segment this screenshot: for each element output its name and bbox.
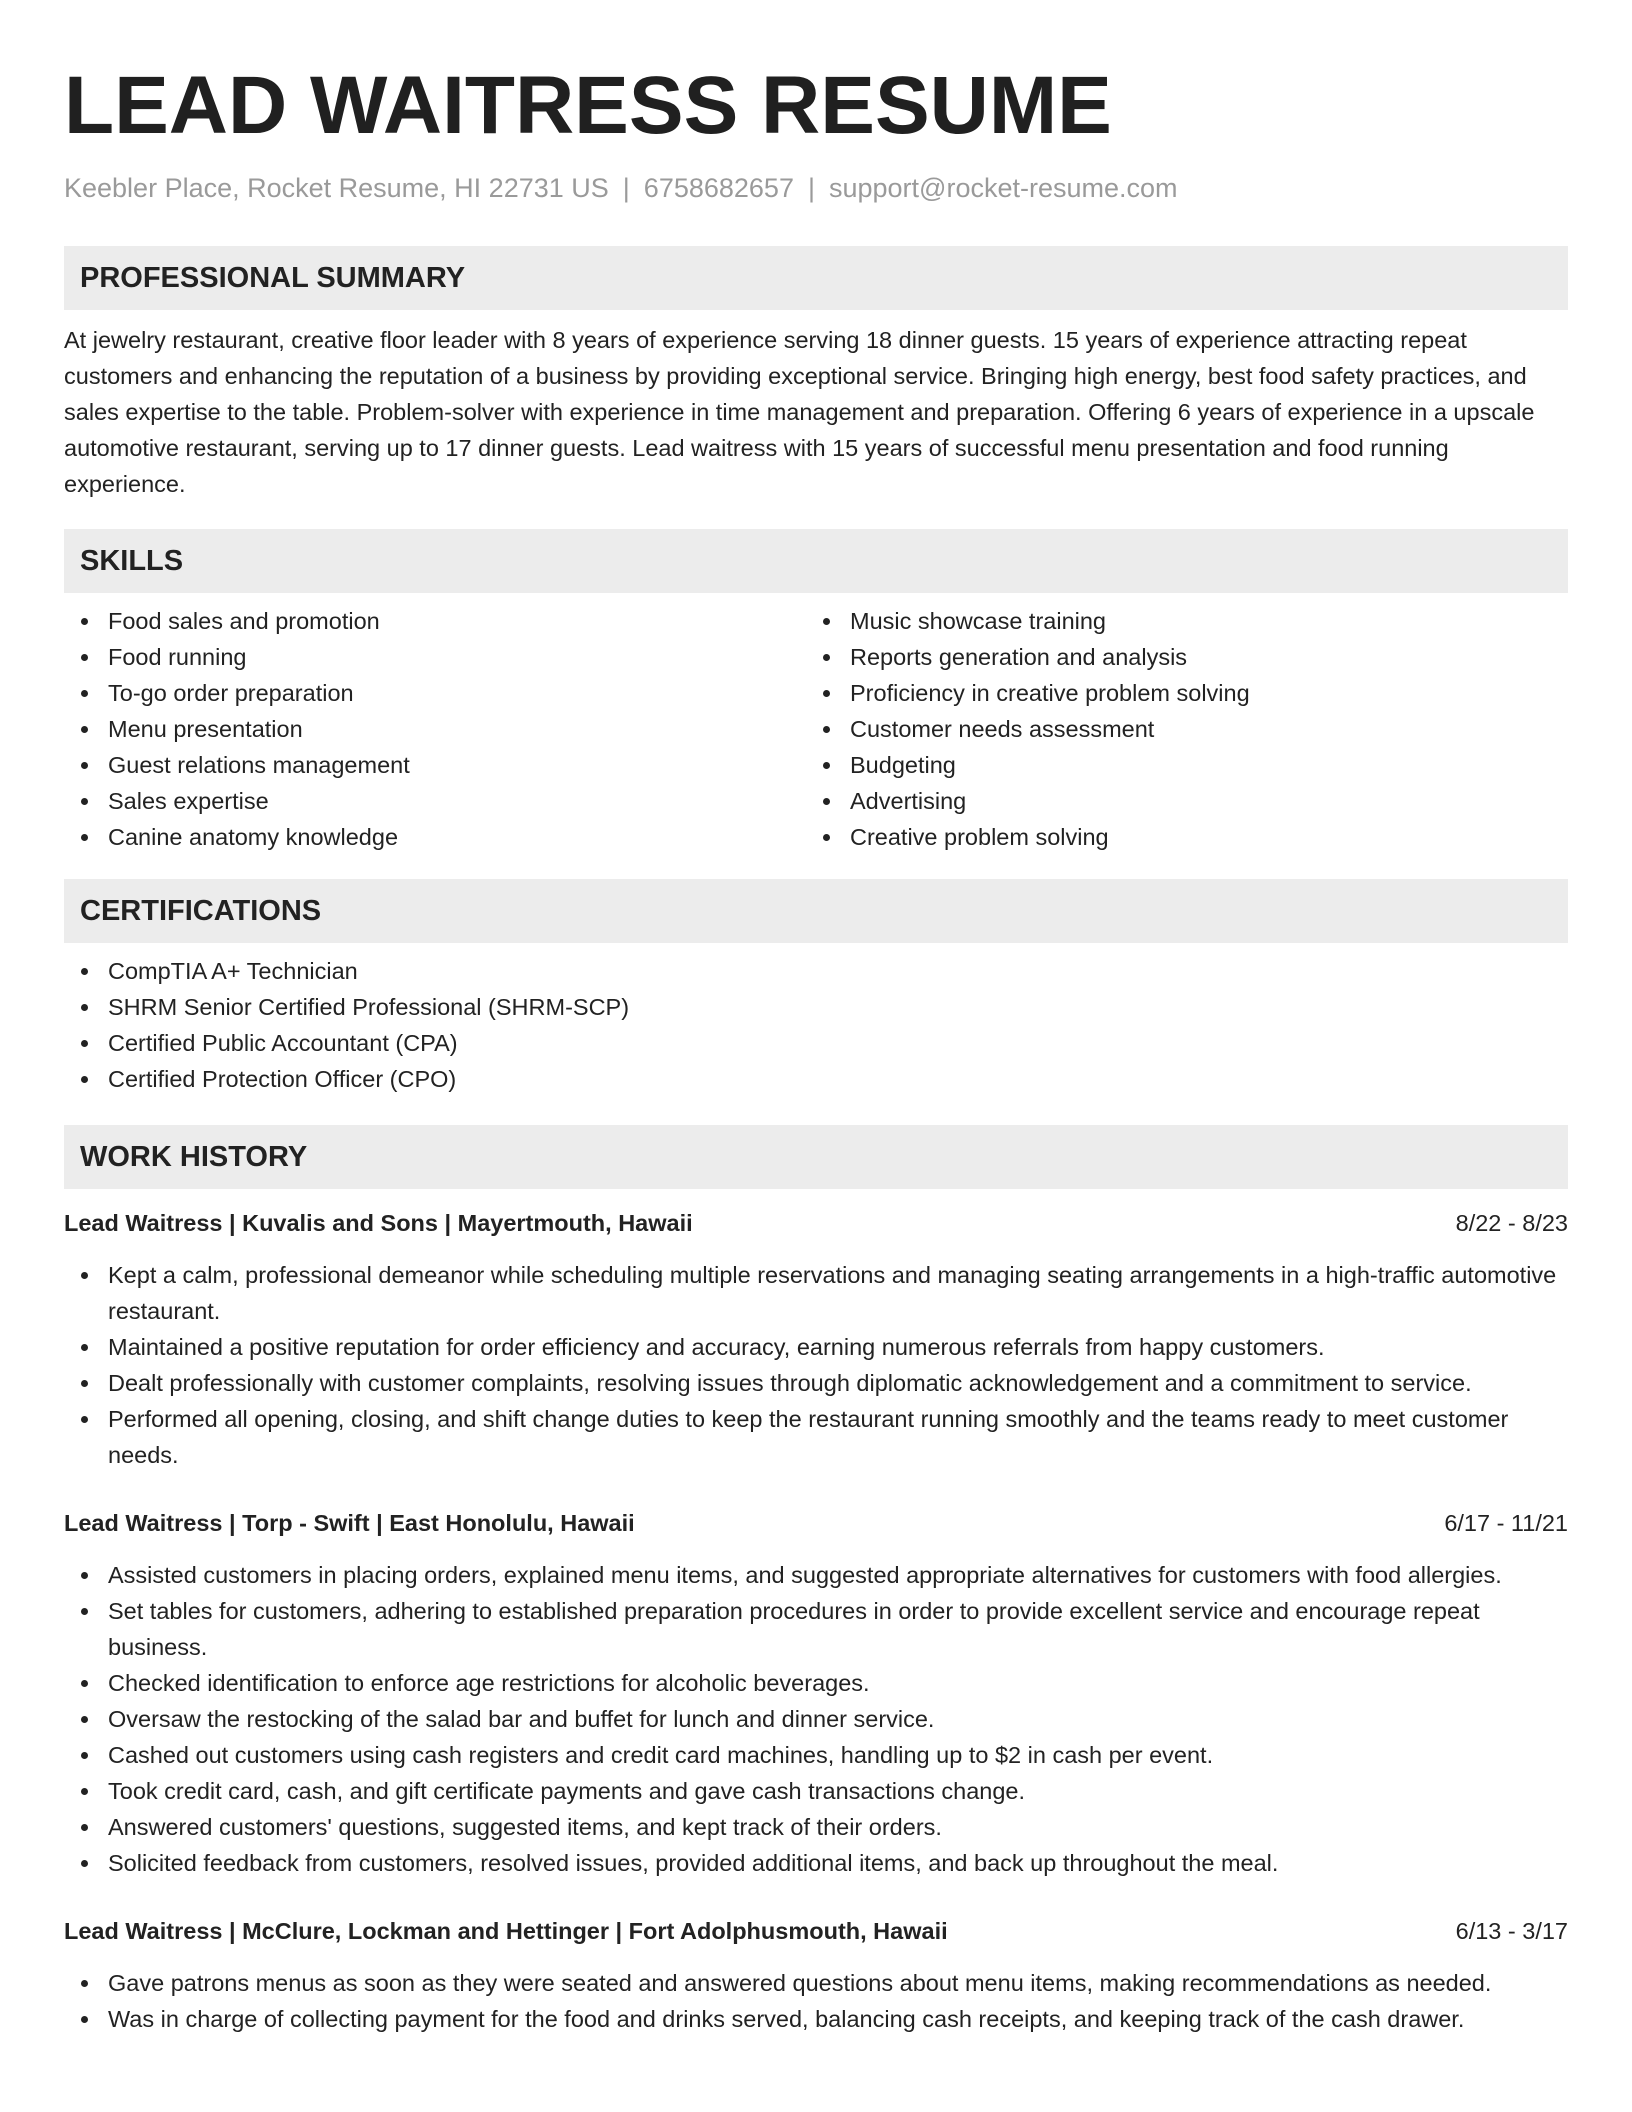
job-duty-item: Set tables for customers, adhering to established preparation procedures in order to provide excellent service and encourage repeat business. — [64, 1593, 1568, 1665]
certification-item: CompTIA A+ Technician — [64, 953, 1568, 989]
job-header — [64, 1505, 1568, 1541]
resume-title: LEAD WAITRESS RESUME — [64, 60, 1112, 151]
skill-item: Budgeting — [806, 747, 1548, 783]
contact-line — [64, 170, 1568, 206]
job-title: Lead Waitress | Kuvalis and Sons | Mayertmouth, Hawaii — [64, 1210, 693, 1236]
resume-page — [64, 56, 1568, 2037]
contact-separator: | — [807, 173, 815, 203]
job-dates: 6/13 - 3/17 — [1455, 1918, 1568, 1944]
job-duty-item: Took credit card, cash, and gift certificate payments and gave cash transactions change. — [64, 1773, 1568, 1809]
certifications-list — [64, 953, 1568, 1097]
skill-item: Music showcase training — [806, 603, 1548, 639]
job-duty-item: Answered customers' questions, suggested items, and kept track of their orders. — [64, 1809, 1568, 1845]
contact-address: Keebler Place, Rocket Resume, HI 22731 US — [64, 173, 609, 203]
section-heading-summary: PROFESSIONAL SUMMARY — [64, 246, 1568, 310]
job-duty-item: Solicited feedback from customers, resolved issues, provided additional items, and back up throughout the meal. — [64, 1845, 1568, 1881]
section-heading-skills: SKILLS — [64, 529, 1568, 593]
skill-item: Food running — [64, 639, 806, 675]
skill-item: Menu presentation — [64, 711, 806, 747]
job-duty-item: Oversaw the restocking of the salad bar and buffet for lunch and dinner service. — [64, 1701, 1568, 1737]
job-title: Lead Waitress | Torp - Swift | East Honolulu, Hawaii — [64, 1510, 635, 1536]
skill-item: Customer needs assessment — [806, 711, 1548, 747]
job-entry — [64, 1913, 1568, 2037]
job-duties-list — [64, 1557, 1568, 1881]
skill-item: Proficiency in creative problem solving — [806, 675, 1548, 711]
skill-item: Creative problem solving — [806, 819, 1548, 855]
job-duties-list — [64, 1965, 1568, 2037]
job-duty-item: Performed all opening, closing, and shift change duties to keep the restaurant running smoothly and the teams ready to meet customer needs. — [64, 1401, 1568, 1473]
skill-item: Guest relations management — [64, 747, 806, 783]
job-duty-item: Assisted customers in placing orders, explained menu items, and suggested appropriate alternatives for customers with food allergies. — [64, 1557, 1568, 1593]
certification-item: Certified Public Accountant (CPA) — [64, 1025, 1568, 1061]
section-heading-certifications: CERTIFICATIONS — [64, 879, 1568, 943]
job-header — [64, 1913, 1568, 1949]
job-title: Lead Waitress | McClure, Lockman and Hettinger | Fort Adolphusmouth, Hawaii — [64, 1918, 948, 1944]
job-duty-item: Dealt professionally with customer complaints, resolving issues through diplomatic acknowledgement and a commitment to service. — [64, 1365, 1568, 1401]
contact-separator: | — [622, 173, 630, 203]
skills-list — [64, 603, 1568, 855]
job-duty-item: Maintained a positive reputation for order efficiency and accuracy, earning numerous referrals from happy customers. — [64, 1329, 1568, 1365]
job-duty-item: Was in charge of collecting payment for the food and drinks served, balancing cash receipts, and keeping track of the cash drawer. — [64, 2001, 1568, 2037]
job-dates: 8/22 - 8/23 — [1455, 1210, 1568, 1236]
job-header — [64, 1205, 1568, 1241]
skill-item: Reports generation and analysis — [806, 639, 1548, 675]
job-duty-item: Kept a calm, professional demeanor while scheduling multiple reservations and managing seating arrangements in a high-traffic automotive restaurant. — [64, 1257, 1568, 1329]
skill-item: To-go order preparation — [64, 675, 806, 711]
contact-phone: 6758682657 — [643, 173, 794, 203]
skill-item: Sales expertise — [64, 783, 806, 819]
certification-item: SHRM Senior Certified Professional (SHRM-SCP) — [64, 989, 1568, 1025]
skills-column-right — [806, 603, 1548, 855]
skill-item: Advertising — [806, 783, 1548, 819]
job-dates: 6/17 - 11/21 — [1444, 1510, 1568, 1536]
skills-column-left — [64, 603, 806, 855]
summary-text: At jewelry restaurant, creative floor leader with 8 years of experience serving 18 dinner guests. 15 years of experience attracting repeat customers and enhancing the reputation of a business by providing exceptional service. Bringing high energy, best food safety practices, and sales expertise to the table. Problem-solver with experience in time management and preparation. Offering 6 years of experience in a upscale automotive restaurant, serving up to 17 dinner guests. Lead waitress with 15 years of successful menu presentation and food running experience. — [64, 327, 1535, 497]
job-entry — [64, 1205, 1568, 1473]
certification-item: Certified Protection Officer (CPO) — [64, 1061, 1568, 1097]
contact-email: support@rocket-resume.com — [828, 173, 1178, 203]
job-duty-item: Cashed out customers using cash registers and credit card machines, handling up to $2 in cash per event. — [64, 1737, 1568, 1773]
skill-item: Canine anatomy knowledge — [64, 819, 806, 855]
job-entry — [64, 1505, 1568, 1881]
skill-item: Food sales and promotion — [64, 603, 806, 639]
job-duty-item: Checked identification to enforce age restrictions for alcoholic beverages. — [64, 1665, 1568, 1701]
section-heading-work-history: WORK HISTORY — [64, 1125, 1568, 1189]
job-duty-item: Gave patrons menus as soon as they were seated and answered questions about menu items, making recommendations as needed. — [64, 1965, 1568, 2001]
job-duties-list — [64, 1257, 1568, 1473]
